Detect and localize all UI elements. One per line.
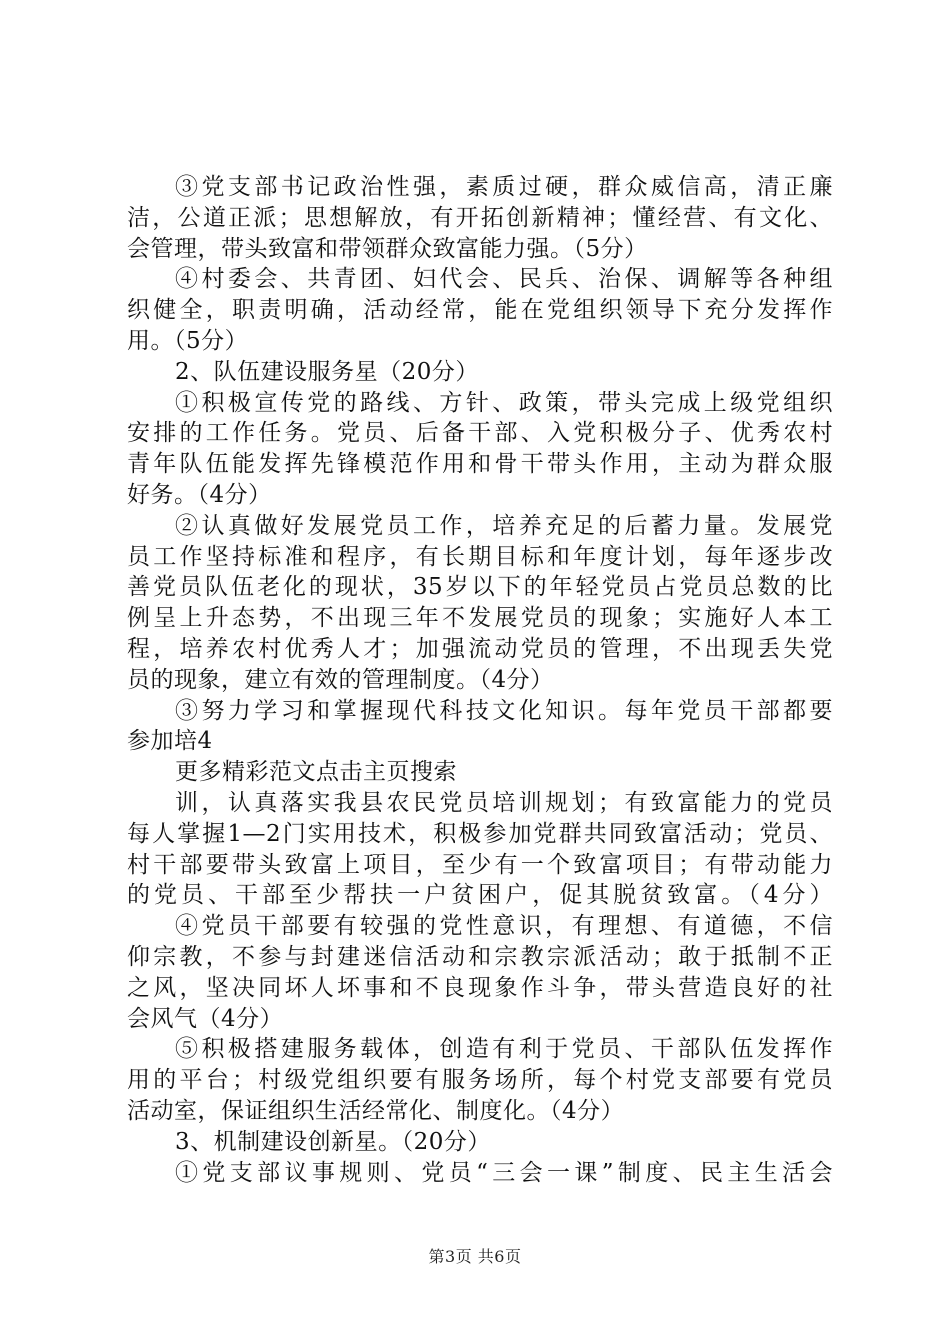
page-footer: 第3页 共6页 bbox=[428, 1247, 522, 1266]
text-line: ①党支部议事规则、党员“三会一课”制度、民主生活会 bbox=[175, 1159, 833, 1186]
text-line: 员的现象，建立有效的管理制度。（4分） bbox=[127, 666, 554, 693]
text-line: ③努力学习和掌握现代科技文化知识。每年党员干部都要 bbox=[175, 697, 833, 724]
text-line: 的党员、干部至少帮扶一户贫困户，促其脱贫致富。（4分） bbox=[127, 882, 833, 909]
text-line: 织健全，职责明确，活动经常，能在党组织领导下充分发挥作 bbox=[127, 297, 833, 324]
text-line: 洁，公道正派；思想解放，有开拓创新精神；懂经营、有文化、 bbox=[127, 204, 833, 231]
text-line: 安排的工作任务。党员、后备干部、入党积极分子、优秀农村 bbox=[127, 420, 833, 447]
text-line: 员工作坚持标准和程序，有长期目标和年度计划，每年逐步改 bbox=[127, 543, 833, 570]
document-body bbox=[127, 172, 833, 1188]
text-line: 训，认真落实我县农民党员培训规划；有致富能力的党员 bbox=[175, 789, 833, 816]
text-line: 仰宗教，不参与封建迷信活动和宗教宗派活动；敢于抵制不正 bbox=[127, 943, 833, 970]
text-line: 善党员队伍老化的现状，35岁以下的年轻党员占党员总数的比 bbox=[127, 574, 833, 601]
text-line: 用的平台；村级党组织要有服务场所，每个村党支部要有党员 bbox=[127, 1067, 833, 1094]
text-line: 程，培养农村优秀人才；加强流动党员的管理，不出现丢失党 bbox=[127, 635, 833, 662]
text-line: ④村委会、共青团、妇代会、民兵、治保、调解等各种组 bbox=[175, 266, 833, 293]
text-line: ③党支部书记政治性强，素质过硬，群众威信高，清正廉 bbox=[175, 174, 833, 200]
text-line: ⑤积极搭建服务载体，创造有利于党员、干部队伍发挥作 bbox=[175, 1036, 833, 1063]
text-line: 2、队伍建设服务星（20分） bbox=[175, 358, 479, 385]
text-line: 活动室，保证组织生活经常化、制度化。（4分） bbox=[127, 1097, 625, 1124]
text-line: 村干部要带头致富上项目，至少有一个致富项目；有带动能力 bbox=[127, 851, 833, 878]
text-line: ④党员干部要有较强的党性意识，有理想、有道德，不信 bbox=[175, 913, 833, 940]
text-line: 每人掌握1—2门实用技术，积极参加党群共同致富活动；党员、 bbox=[127, 820, 833, 847]
text-line: ②认真做好发展党员工作，培养充足的后蓄力量。发展党 bbox=[175, 512, 833, 539]
text-line: 参加培4 bbox=[127, 728, 213, 755]
text-line: ①积极宣传党的路线、方针、政策，带头完成上级党组织 bbox=[175, 389, 833, 416]
text-line: 之风，坚决同坏人坏事和不良现象作斗争，带头营造良好的社 bbox=[127, 974, 833, 1001]
text-line: 青年队伍能发挥先锋模范作用和骨干带头作用，主动为群众服 bbox=[127, 451, 833, 478]
text-line: 好务。（4分） bbox=[127, 481, 272, 508]
text-line: 会风气（4分） bbox=[127, 1005, 284, 1032]
text-line: 例呈上升态势，不出现三年不发展党员的现象；实施好人本工 bbox=[127, 605, 833, 632]
text-line: 会管理，带头致富和带领群众致富能力强。（5分） bbox=[127, 235, 648, 262]
text-line: 用。（5分） bbox=[127, 327, 249, 354]
text-line: 3、机制建设创新星。（20分） bbox=[175, 1128, 491, 1155]
text-line: 更多精彩范文点击主页搜索 bbox=[175, 759, 457, 786]
